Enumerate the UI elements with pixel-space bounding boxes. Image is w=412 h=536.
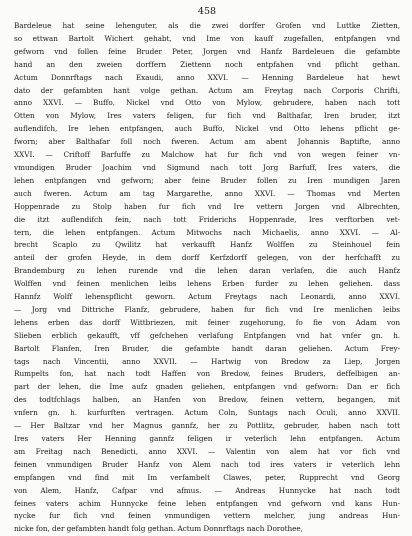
page-number: 458 [197, 6, 217, 17]
text-line: Hoppenrade zu Stolp haben fur fich vnd Ire vettern Jorgen vnd Albrechten, [14, 201, 400, 211]
text-line: Bardeleue hat seine lehenguter, als die zwei dorffer Grofen vnd Luttke Zietten, [14, 21, 400, 30]
text-line: lehens erben das dorff Wittbriezen, mit feiner zugehorung, fo fie von Adam von [14, 317, 400, 327]
text-line: anno XXVI. — Buffo, Nickel vnd Otto von Mylow, gebrudere, haben nach tott [14, 98, 400, 108]
text-line: Brandemburg zu lehen rurende vnd die lehen daran verlafen, die auch Hanfz [14, 266, 400, 276]
text-line: fworn; aber Balthafar foll noch fweren. Actum am abent Johannis Baptifte, anno [14, 137, 400, 147]
text-line: feinen vnmundigen Bruder Hanfz von Alem nach tod ires vaters ir veterlich lehn [14, 459, 400, 469]
text-line: auch fweren. Actum am tag Margarethe, anno XXVI. — Thomas vnd Merten [14, 188, 400, 198]
text-line: Slieben erblich gekaufft, vff gefchehen verlafung Entpfangen vnd hat vnfer gn. h. [14, 330, 400, 340]
text-line: Otten von Mylow, Ires vaters feligen, fur fich vnd Balthafar, Iren bruder, itzt [14, 111, 400, 121]
text-line: tern, die lehen entpfangen. Actum Mitwochs nach Michaelis, anno XXVI. — Al- [14, 227, 400, 237]
text-line: so ettwan Bartolt Wichert gehabt, vnd Ime von kauff zugefallen, entpfangen vnd [14, 33, 400, 43]
text-line: feines vaters achim Hunnycke feine lehen entpfangen vnd gefworn vnd kans Hun- [14, 498, 400, 508]
text-line: auflendifch, Ire lehen entpfangen, auch Buffo, Nickel vnd Otto lehens pflicht ge- [14, 124, 400, 134]
text-line: Ires vaters Her Henning gannfz feligen ir veterlich lehn entpfangen. Actum [14, 434, 400, 443]
text-line: die itzt auflendifch fein, nach tott Friderichs Hoppenrade, Ires verftorben vet- [14, 214, 400, 224]
text-line: — Her Baltzar vnd her Magnus gannfz, her zu Pottlitz, gebruder, haben nach tott [14, 421, 400, 431]
text-line: dato der gefambten hant volge gethan. Actum am Freytag nach Corporis Chrifti, [14, 85, 400, 95]
text-line: des todtfchlags halben, an Hanfen von Bredow, feinen vettern, begangen, mit [14, 395, 400, 405]
text-line: Rumpelts fon, hat nach todt Haffen von Bredow, feines Bruders, deffelbigen an- [14, 369, 400, 379]
text-line: Actum Donnrftags nach Exaudi, anno XXVI. — Henning Bardeleue hat hewt [14, 72, 400, 82]
text-line: vnfern gn. h. kurfurften vertragen. Actum Coln, Suntags nach Oculi, anno XXVII. [14, 408, 400, 418]
text-line: anteil der grofen Heyde, in dem dorff Kerfzdorff gelegen, von der herfchafft zu [14, 253, 400, 263]
text-line: Bartolt Flanfen, Iren Bruder, die gefambte handt daran geliehen. Actum Frey- [14, 343, 400, 353]
text-line: vmundigen Bruder Joachim vnd Sigmund nach tott Jorg Barfuff, Ires vaters, die [14, 162, 400, 172]
text-line: tags nach Vincentii, anno XXVII. — Hartwig von Bredow za Liep, Jorgen [14, 356, 400, 366]
text-line: empfangen vnd find mit Im verfambelt Clawes, peter, Rupprecht vnd Georg [14, 472, 400, 482]
text-line: lehen entpfangen vnd gefworn; aber feine Bruder follen zu Iren mundigen Jaren [14, 175, 400, 185]
text-line: am Freitag nach Benedicti, anno XXVI. — Valentin von alem hat vor fich vnd [14, 446, 400, 456]
text-line: gefworn vnd follen feine Bruder Peter, Jorgen vnd Hanfz Bardeleuen die gefambte [14, 46, 400, 56]
text-line: brecht Scaplo zu Qwilitz hat verkaufft Hanfz Wolffen zu Steinhouel fein [14, 240, 400, 250]
text-line: — Jorg vnd Dittriche Flanfz, gebrudere, haben fur fich vnd Ire menlichen leibs [14, 304, 400, 314]
text-line: von Alem, Hanfz, Cafpar vnd afmus. — Andreas Hunnycke hat nach todt [14, 485, 400, 495]
text-line: hand an den zweien dorffern Ziettenn noch entpfahen vnd pflicht gethan. [14, 59, 400, 69]
text-line: nycke fur fich vnd feinen vnmundigen vettern melcher, jung andreas Hun- [14, 511, 400, 521]
text-line: nicke fon, der gefambten handt folg gethan. Actum Donnrftags nach Dorothee, [14, 524, 303, 534]
text-line: part der lehen, die Ime aufz gnaden geliehen, entpfangen vnd gefworn: Dan er fich [14, 382, 400, 392]
text-line: Hannfz Wolff lehenspflicht geworn. Actum Freytags nach Leonardi, anno XXVI. [14, 292, 400, 302]
body-text [14, 20, 400, 536]
text-line: Wolffen vnd feinen menlichen leibs lehens Erben furder zu lehen geliehen. dass [14, 279, 400, 289]
text-line: XXVI. — Criftoff Barfuffe zu Malchow hat fur fich vnd von wegen feiner vn- [14, 150, 400, 160]
